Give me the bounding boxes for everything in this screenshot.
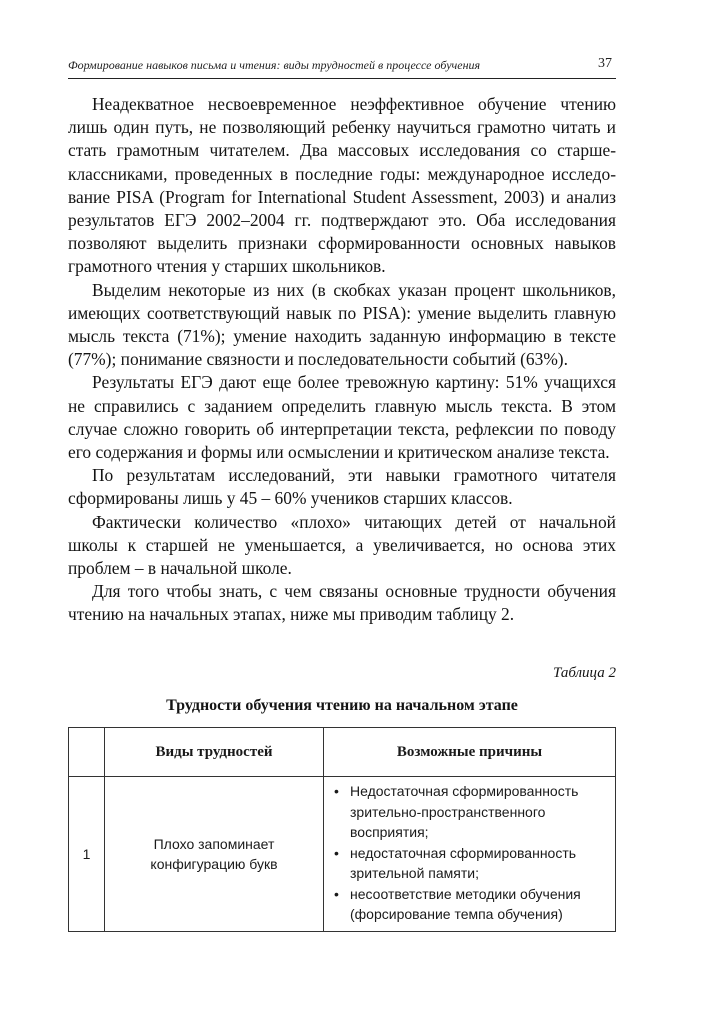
reasons-cell <box>324 777 616 932</box>
running-title: Формирование навыков письма и чтения: виды трудностей в процессе обучения <box>68 58 481 72</box>
header-difficulty-types: Виды трудностей <box>105 728 324 777</box>
reasons-list <box>334 781 607 925</box>
difficulty-type: Плохо запоминает конфигурацию букв <box>105 777 324 932</box>
table-header-row <box>69 728 616 777</box>
body-text <box>68 93 616 627</box>
difficulties-table <box>68 727 616 932</box>
paragraph: По результатам исследований, эти навыки грамотного читателя сформированы лишь у 45 – 60% учеников старших классов. <box>68 465 616 509</box>
paragraph: Результаты ЕГЭ дают еще более тревожную картину: 51% учащихся не справились с заданием определить главную мысль текста. В этом случае сложно говорить об интерпретации текста, рефлексии по поводу его содержания и формы или осмыслении и критическом анализе текста. <box>68 372 616 463</box>
reason-item: • несоответствие методики обучения (форсирование темпа обучения) <box>334 884 607 925</box>
page-header <box>68 52 616 79</box>
header-number <box>69 728 105 777</box>
table-label: Таблица 2 <box>553 665 616 681</box>
paragraph: Фактически количество «плохо» читающих детей от начальной школы к старшей не уменьшается, а увеличивается, но основа этих проблем – в начальной школе. <box>68 511 616 579</box>
table-title: Трудности обучения чтению на начальном этапе <box>166 697 518 714</box>
paragraph: Для того чтобы знать, с чем связаны основные трудности обучения чтению на начальных этапах, ниже мы приводим таблицу 2. <box>68 581 616 625</box>
reason-item: • Недостаточная сформированность зрительно-пространственного восприятия; <box>334 781 607 843</box>
paragraph: Выделим некоторые из них (в скобках указан процент школьников, имеющих соответствующий навык по PISA): умение выделить главную мысль текста (71%); умение находить заданную информацию в тексте (77%); понимание связности и последовательности событий (63%). <box>68 279 616 370</box>
reason-item: • недостаточная сформированность зрительной памяти; <box>334 843 607 884</box>
header-possible-reasons: Возможные причины <box>324 728 616 777</box>
paragraph: Неадекватное несвоевременное неэффективное обучение чтению лишь один путь, не позволяющий ребенку научиться грамотно читать и стать грамотным читателем. Два массовых исследования со старшеклассниками, проведенных в последние годы: международное исследование PISA (Program for International Student Assessment, 2003) и анализ результатов ЕГЭ 2002–2004 гг. подтверждают это. Оба исследования позволяют выделить признаки сформированности основных навыков грамотного чтения у старших школьников. <box>68 94 616 277</box>
row-number: 1 <box>69 777 105 932</box>
page-number: 37 <box>598 56 612 71</box>
table-row <box>69 777 616 932</box>
